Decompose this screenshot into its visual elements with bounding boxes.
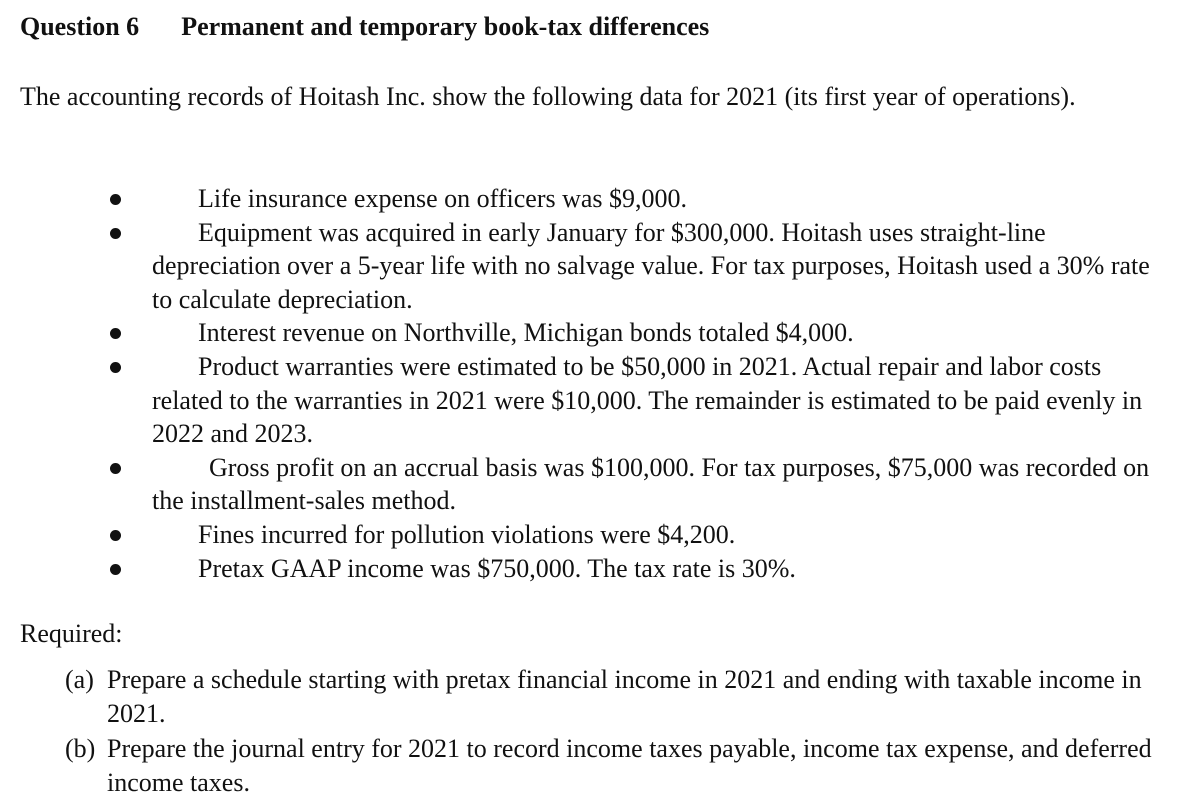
- list-item: [0, 451, 1182, 518]
- question-number: Question 6: [20, 12, 140, 41]
- bullet-icon: [110, 564, 121, 575]
- required-part-a: [0, 663, 1182, 731]
- required-label: Required:: [20, 619, 123, 648]
- question-title: Permanent and temporary book-tax differences: [181, 12, 710, 41]
- list-item: [0, 316, 1182, 350]
- data-list: [0, 182, 1182, 585]
- bullet-icon: [110, 362, 121, 373]
- part-marker: (a): [65, 665, 94, 694]
- bullet-icon: [110, 530, 121, 541]
- bullet-icon: [110, 463, 121, 474]
- required-list: [0, 663, 1182, 801]
- list-item: [0, 350, 1182, 451]
- bullet-icon: [110, 228, 121, 239]
- list-item-text: Equipment was acquired in early January for $300,000. Hoitash uses straight-line depreciation over a 5-year life with no salvage value. For tax purposes, Hoitash used a 30% rate to calculate depreciation.: [152, 217, 1150, 314]
- bullet-icon: [110, 194, 121, 205]
- required-part-b: [0, 732, 1182, 800]
- part-marker: (b): [65, 734, 96, 763]
- part-text: Prepare the journal entry for 2021 to record income taxes payable, income tax expense, and deferred income taxes.: [107, 734, 1152, 797]
- bullet-icon: [110, 328, 121, 339]
- list-item-text: Interest revenue on Northville, Michigan bonds totaled $4,000.: [198, 318, 854, 348]
- part-text: Prepare a schedule starting with pretax financial income in 2021 and ending with taxable income in 2021.: [107, 665, 1142, 728]
- list-item: [0, 518, 1182, 552]
- intro-paragraph: The accounting records of Hoitash Inc. show the following data for 2021 (its first year of operations).: [20, 82, 1076, 111]
- list-item-text: Life insurance expense on officers was $9,000.: [198, 184, 688, 213]
- question-heading: [20, 12, 709, 42]
- list-item: [0, 552, 1182, 586]
- list-item: [0, 182, 1182, 216]
- list-item-text: Pretax GAAP income was $750,000. The tax rate is 30%.: [198, 553, 796, 583]
- list-item-text: Gross profit on an accrual basis was $100,000. For tax purposes, $75,000 was recorded on the installment-sales method.: [152, 452, 1150, 516]
- list-item-text: Fines incurred for pollution violations were $4,200.: [198, 519, 736, 549]
- list-item: [0, 216, 1182, 317]
- list-item-text: Product warranties were estimated to be $50,000 in 2021. Actual repair and labor costs related to the warranties in 2021 were $10,000. The remainder is estimated to be paid evenly in 2022 and 2023.: [152, 351, 1143, 449]
